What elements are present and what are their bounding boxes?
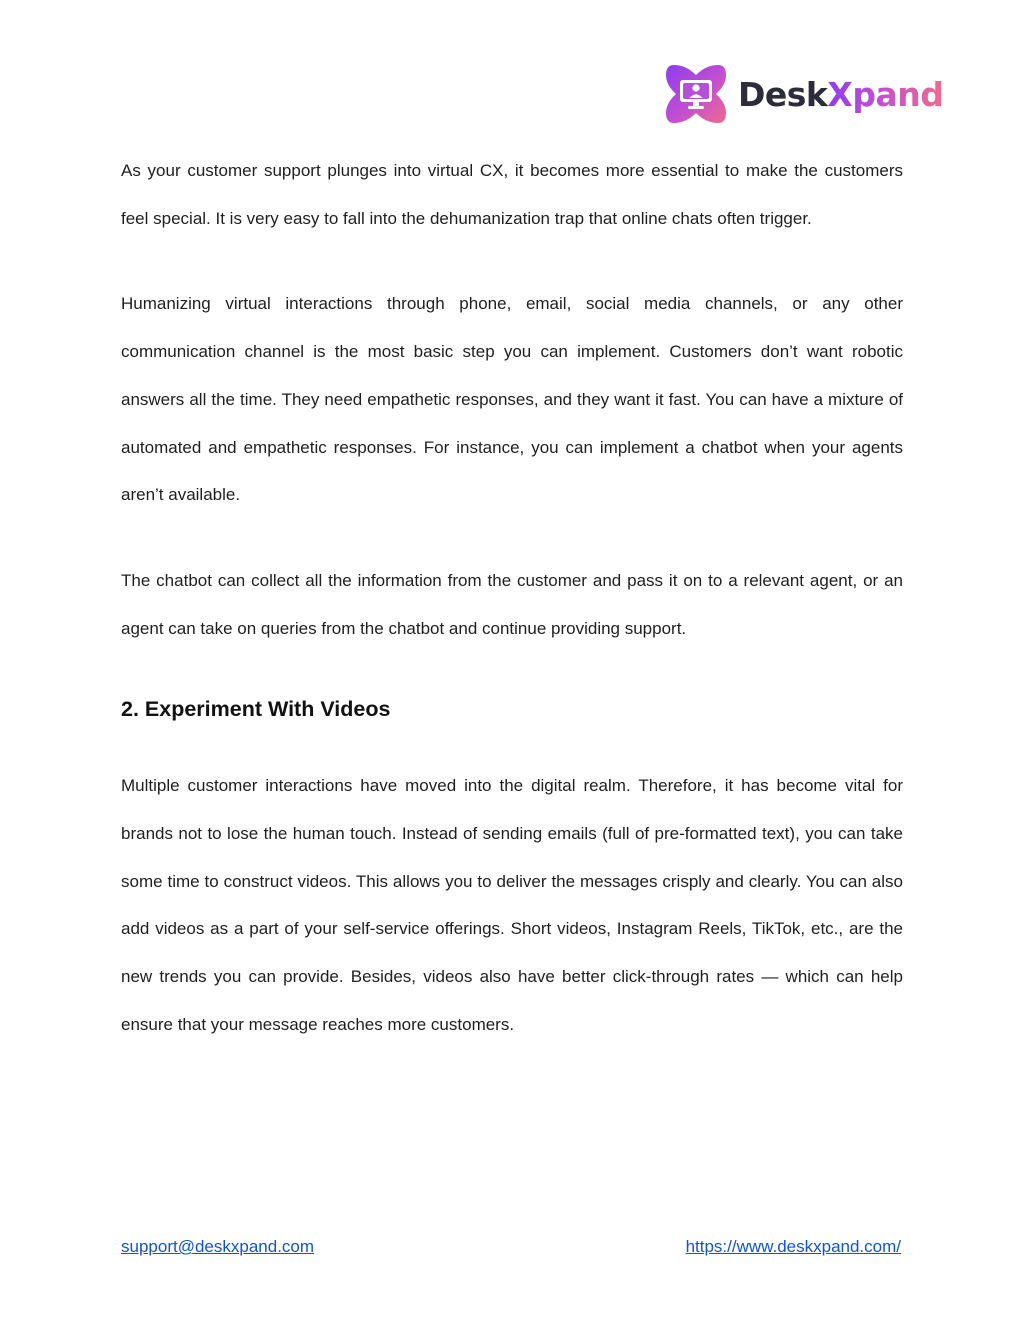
paragraph: As your customer support plunges into virtual CX, it becomes more essential to make the customers feel special. It is very easy to fall into the dehumanization trap that online chats often trigger. [121, 161, 903, 228]
page-footer [121, 1237, 901, 1263]
paragraph: The chatbot can collect all the information from the customer and pass it on to a relevant agent, or an agent can take on queries from the chatbot and continue providing support. [121, 570, 903, 638]
brand-logo [664, 60, 944, 128]
section-heading: 2. Experiment With Videos [121, 697, 391, 722]
brand-name-part1: Desk [738, 74, 828, 114]
brand-name-part2: Xpand [827, 74, 944, 114]
document-body [121, 147, 903, 1087]
support-email-link[interactable]: support@deskxpand.com [121, 1237, 315, 1256]
paragraph: Humanizing virtual interactions through phone, email, social media channels, or any other communication channel is the most basic step you can implement. Customers don’t want robotic answers all the time. They need empathetic responses, and they want it fast. You can have a mixture of automated and empathetic responses. For instance, you can implement a chatbot when your agents aren’t available. [121, 294, 903, 505]
paragraph: Multiple customer interactions have moved into the digital realm. Therefore, it has become vital for brands not to lose the human touch. Instead of sending emails (full of pre-formatted text), you can take some time to construct videos. This allows you to deliver the messages crisply and clearly. You can also add videos as a part of your self-service offerings. Short videos, Instagram Reels, TikTok, etc., are the new trends you can provide. Besides, videos also have better click-through rates — which can help ensure that your message reaches more customers. [121, 776, 903, 1034]
website-link[interactable]: https://www.deskxpand.com/ [685, 1237, 901, 1256]
monitor-user-icon [664, 61, 728, 127]
brand-name [738, 74, 944, 114]
